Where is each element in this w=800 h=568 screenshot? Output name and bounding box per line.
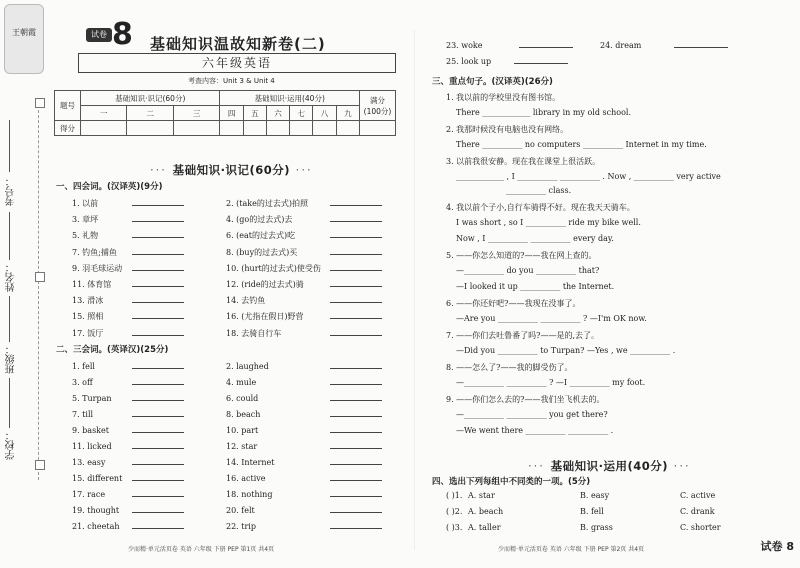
- choice-option[interactable]: A. taller: [468, 523, 501, 532]
- choice-option[interactable]: B. easy: [580, 491, 610, 500]
- vocab-item: [226, 263, 382, 274]
- choice-option[interactable]: A. beach: [468, 507, 504, 516]
- answer-blank[interactable]: [330, 393, 382, 401]
- part1-heading-text: 基础知识·识记(60分): [172, 163, 291, 177]
- score-cell[interactable]: [127, 121, 173, 136]
- vocab-item: [72, 295, 184, 306]
- footer-left: 少而精·单元活页卷 英语 六年级 下册 PEP 第1页 共4页: [128, 546, 275, 553]
- answer-blank[interactable]: [330, 489, 382, 497]
- vocab-item: [72, 247, 184, 258]
- vocab-item: [446, 56, 568, 66]
- vocab-word: 19. thought: [72, 506, 120, 515]
- vocab-word: 20. felt: [226, 506, 255, 515]
- vocab-item: [226, 214, 382, 225]
- heading-dots: ···: [668, 459, 691, 473]
- vocab-word: 16. active: [226, 474, 266, 483]
- vocab-item: [226, 473, 382, 483]
- vocab-word: 1. fell: [72, 362, 95, 371]
- vocab-word: 4. mule: [226, 378, 257, 387]
- answer-line[interactable]: —Did you __________ to Turpan? —Yes , we __________ .: [456, 346, 676, 355]
- numeral-cell: 六: [266, 106, 289, 121]
- answer-blank[interactable]: [674, 40, 728, 48]
- vocab-word: 25. look up: [446, 57, 492, 66]
- vocab-word: 11. 体育馆: [72, 280, 112, 289]
- vocab-item: [226, 361, 382, 371]
- exam-scope: 考查内容：Unit 3 & Unit 4: [188, 77, 275, 85]
- answer-blank[interactable]: [330, 198, 382, 206]
- choice-answer-slot[interactable]: ( )1.: [446, 491, 463, 500]
- vocab-item: [226, 521, 382, 531]
- answer-blank[interactable]: [330, 247, 382, 255]
- vocab-item: [226, 409, 382, 419]
- vocab-word: 15. 照相: [72, 312, 104, 322]
- vocab-item: [446, 40, 573, 50]
- choice-answer-slot[interactable]: ( )3.: [446, 523, 463, 532]
- choice-option[interactable]: C. shorter: [680, 523, 721, 532]
- vocab-word: 1. 以前: [72, 199, 99, 208]
- question-prompt: 1. 我以前的学校里没有图书馆。: [446, 93, 561, 102]
- page-corner-label: 试卷 8: [760, 540, 794, 553]
- answer-blank[interactable]: [330, 409, 382, 417]
- vocab-word: 10. (hurt的过去式)使受伤: [226, 263, 321, 273]
- answer-blank[interactable]: [330, 521, 382, 529]
- answer-blank[interactable]: [330, 214, 382, 222]
- vocab-word: 16. (尤指在假日)野营: [226, 312, 304, 322]
- answer-line[interactable]: —__________ do you __________ that?: [456, 266, 600, 275]
- vocab-item: [226, 457, 382, 467]
- answer-blank[interactable]: [132, 377, 184, 385]
- school-line[interactable]: [9, 378, 10, 428]
- vocab-item: [72, 489, 184, 499]
- vocab-word: 17. 饭厅: [72, 328, 104, 338]
- vocab-word: 2. (take的过去式)拍照: [226, 199, 308, 208]
- exam-number-line[interactable]: [9, 120, 10, 172]
- total-label: 满分: [370, 95, 385, 105]
- vocab-item: [226, 441, 382, 451]
- question-number-label: 题号: [55, 91, 81, 121]
- answer-blank[interactable]: [132, 505, 184, 513]
- vocab-item: [72, 198, 184, 209]
- answer-line[interactable]: There __________ no computers __________ Internet in my time.: [456, 140, 707, 149]
- vocab-word: 17. race: [72, 490, 106, 499]
- score-row-label: 得分: [55, 121, 81, 136]
- page-title: 基础知识温故知新卷(二): [150, 35, 326, 53]
- vocab-item: [226, 393, 382, 403]
- vocab-item: [72, 393, 184, 403]
- score-cell[interactable]: [81, 121, 127, 136]
- vocab-word: 13. easy: [72, 458, 106, 467]
- score-table: [54, 90, 396, 136]
- question-prompt: 5. ——你怎么知道的?——我在网上查的。: [446, 251, 597, 260]
- numeral-cell: 九: [336, 106, 359, 121]
- exam-number-label: 考号：: [6, 176, 17, 206]
- answer-line[interactable]: I was short , so I __________ ride my bike well.: [456, 218, 641, 227]
- choice-option[interactable]: C. drank: [680, 507, 715, 516]
- numeral-cell: 一: [81, 106, 127, 121]
- part2-heading: [528, 458, 691, 474]
- group-recall-label: 基础知识·识记(60分): [81, 91, 220, 106]
- answer-line: 7. ——你们去吐鲁番了吗?——是的,去了。: [446, 331, 600, 340]
- score-cell[interactable]: [313, 121, 336, 136]
- page-divider: [414, 30, 415, 550]
- section2-title: 二、三会词。(英译汉)(25分): [56, 345, 169, 355]
- answer-blank[interactable]: [330, 279, 382, 287]
- answer-line: 4. 我以前个子小,自行车骑得不好。现在我天天骑车。: [446, 203, 635, 212]
- section3-title: 三、重点句子。(汉译英)(26分): [432, 77, 553, 87]
- vocab-item: [72, 425, 184, 435]
- choice-answer-slot[interactable]: ( )2.: [446, 507, 463, 516]
- vocab-item: [72, 263, 184, 274]
- vocab-item: [226, 295, 382, 306]
- vocab-word: 18. nothing: [226, 490, 273, 499]
- page-subtitle: 六年级英语: [78, 53, 396, 73]
- answer-blank[interactable]: [330, 377, 382, 385]
- score-cell[interactable]: [220, 121, 243, 136]
- class-line[interactable]: [9, 296, 10, 342]
- numeral-cell: 三: [173, 106, 220, 121]
- vocab-word: 12. star: [226, 442, 258, 451]
- answer-blank[interactable]: [132, 214, 184, 222]
- binding-hole: [35, 460, 45, 470]
- vocab-item: [226, 425, 382, 435]
- numeral-cell: 七: [290, 106, 313, 121]
- answer-line: 6. ——你还好吧?——我现在没事了。: [446, 299, 581, 308]
- vocab-word: 6. (eat的过去式)吃: [226, 231, 296, 241]
- school-label: 学校：: [6, 430, 17, 460]
- vocab-word: 14. 去钓鱼: [226, 296, 266, 306]
- score-cell[interactable]: [266, 121, 289, 136]
- answer-line[interactable]: Now , I __________ __________ every day.: [456, 234, 614, 243]
- exam-badge: 试卷: [86, 28, 112, 42]
- answer-blank[interactable]: [132, 409, 184, 417]
- vocab-item: [226, 505, 382, 515]
- score-cell[interactable]: [290, 121, 313, 136]
- answer-blank[interactable]: [330, 328, 382, 336]
- answer-blank[interactable]: [132, 295, 184, 303]
- section1-title: 一、四会词。(汉译英)(9分): [56, 182, 163, 192]
- vocab-item: [72, 279, 184, 290]
- answer-blank[interactable]: [330, 311, 382, 319]
- answer-line: 9. ——你们怎么去的?——我们坐飞机去的。: [446, 395, 605, 404]
- vocab-word: 5. 礼物: [72, 231, 99, 241]
- numeral-cell: 四: [220, 106, 243, 121]
- answer-line[interactable]: —I looked it up __________ the Internet.: [456, 282, 615, 291]
- vocab-word: 13. 滑冰: [72, 296, 104, 306]
- vocab-item: [600, 40, 728, 50]
- answer-line: 8. ——怎么了?——我的脚受伤了。: [446, 363, 573, 372]
- answer-blank[interactable]: [132, 521, 184, 529]
- vocab-item: [72, 377, 184, 387]
- answer-blank[interactable]: [132, 489, 184, 497]
- vocab-word: 10. part: [226, 426, 259, 435]
- part1-heading: [150, 162, 313, 178]
- vocab-item: [226, 198, 382, 209]
- vocab-word: 23. woke: [446, 41, 483, 50]
- total-score-header: [360, 91, 396, 121]
- answer-blank[interactable]: [519, 40, 573, 48]
- vocab-item: [72, 328, 184, 339]
- answer-line[interactable]: —__________ __________ ? —I __________ my foot.: [456, 378, 646, 387]
- answer-line[interactable]: —Are you __________ __________ ? —I'm OK now.: [456, 314, 647, 323]
- answer-blank[interactable]: [330, 505, 382, 513]
- vocab-item: [226, 377, 382, 387]
- class-label: 班级：: [6, 344, 17, 374]
- vocab-item: [72, 457, 184, 467]
- answer-blank[interactable]: [330, 457, 382, 465]
- vocab-item: [72, 311, 184, 322]
- question-prompt: 2. 我那时候没有电脑也没有网络。: [446, 125, 569, 134]
- score-cell[interactable]: [243, 121, 266, 136]
- score-cell[interactable]: [360, 121, 396, 136]
- vocab-word: 14. Internet: [226, 458, 275, 467]
- vocab-item: [72, 214, 184, 225]
- vocab-item: [226, 230, 382, 241]
- group-apply-label: 基础知识·运用(40分): [220, 91, 360, 106]
- part2-heading-text: 基础知识·运用(40分): [550, 459, 669, 473]
- answer-blank[interactable]: [132, 311, 184, 319]
- answer-blank[interactable]: [132, 247, 184, 255]
- vocab-item: [72, 441, 184, 451]
- vocab-word: 18. 去骑自行车: [226, 328, 282, 338]
- answer-blank[interactable]: [132, 425, 184, 433]
- vocab-item: [226, 489, 382, 499]
- answer-blank[interactable]: [330, 441, 382, 449]
- answer-blank[interactable]: [132, 457, 184, 465]
- answer-blank[interactable]: [132, 393, 184, 401]
- vocab-word: 4. (go的过去式)去: [226, 215, 293, 225]
- answer-blank[interactable]: [132, 328, 184, 336]
- binding-strip: [0, 0, 48, 568]
- vocab-word: 12. (ride的过去式)骑: [226, 280, 304, 289]
- vocab-item: [72, 361, 184, 371]
- answer-blank[interactable]: [514, 56, 568, 64]
- vocab-item: [72, 521, 184, 531]
- question-prompt: 3. 以前我很安静。现在我在课堂上很活跃。: [446, 157, 601, 166]
- vocab-word: 8. (buy的过去式)买: [226, 247, 298, 257]
- vocab-item: [226, 247, 382, 258]
- answer-blank[interactable]: [330, 425, 382, 433]
- answer-blank[interactable]: [330, 230, 382, 238]
- vocab-word: 7. 钓鱼;捕鱼: [72, 247, 117, 257]
- vocab-item: [72, 473, 184, 483]
- footer-right: 少而精·单元活页卷 英语 六年级 下册 PEP 第2页 共4页: [498, 546, 645, 553]
- heading-dots: ···: [290, 163, 313, 177]
- name-label: 姓名：: [6, 262, 17, 292]
- vocab-item: [72, 505, 184, 515]
- answer-line[interactable]: —We went there __________ __________ .: [456, 426, 614, 435]
- heading-dots: ···: [528, 459, 551, 473]
- binding-hole: [35, 98, 45, 108]
- vocab-word: 5. Turpan: [72, 394, 112, 403]
- vocab-word: 21. cheetah: [72, 522, 120, 531]
- vocab-item: [72, 409, 184, 419]
- vocab-word: 11. licked: [72, 442, 112, 451]
- answer-line[interactable]: ____________ , I __________ __________ . Now , __________ very active: [456, 172, 721, 181]
- numeral-cell: 五: [243, 106, 266, 121]
- vocab-word: 3. off: [72, 378, 93, 387]
- choice-option[interactable]: C. active: [680, 491, 716, 500]
- name-line[interactable]: [9, 212, 10, 260]
- answer-line[interactable]: There ____________ library in my old school.: [456, 108, 631, 117]
- score-cell[interactable]: [173, 121, 220, 136]
- answer-line[interactable]: —__________ __________ you get there?: [456, 410, 608, 419]
- vocab-word: 9. 羽毛球运动: [72, 263, 123, 273]
- answer-blank[interactable]: [330, 473, 382, 481]
- choice-option[interactable]: A. star: [468, 491, 495, 500]
- vocab-item: [226, 279, 382, 290]
- logo: [4, 4, 44, 74]
- answer-blank[interactable]: [132, 230, 184, 238]
- total-value: (100分): [363, 106, 392, 116]
- section4-title: 四、选出下列每组中不同类的一项。(5分): [432, 477, 591, 487]
- vocab-word: 9. basket: [72, 426, 109, 435]
- vocab-word: 6. could: [226, 394, 259, 403]
- numeral-cell: 二: [127, 106, 173, 121]
- answer-line[interactable]: __________ class.: [506, 186, 572, 195]
- vocab-word: 24. dream: [600, 41, 642, 50]
- vocab-word: 7. till: [72, 410, 94, 419]
- answer-blank[interactable]: [132, 441, 184, 449]
- score-cell[interactable]: [336, 121, 359, 136]
- answer-blank[interactable]: [132, 361, 184, 369]
- binding-hole: [35, 272, 45, 282]
- exam-number: 8: [112, 17, 133, 52]
- vocab-word: 8. beach: [226, 410, 261, 419]
- vocab-word: 22. trip: [226, 522, 256, 531]
- heading-dots: ···: [150, 163, 173, 177]
- logo-text: 王朝霞: [12, 28, 36, 37]
- vocab-item: [72, 230, 184, 241]
- vocab-item: [226, 311, 382, 322]
- answer-blank[interactable]: [132, 279, 184, 287]
- answer-blank[interactable]: [132, 198, 184, 206]
- answer-blank[interactable]: [132, 473, 184, 481]
- vocab-item: [226, 328, 382, 339]
- answer-blank[interactable]: [132, 263, 184, 271]
- answer-blank[interactable]: [330, 295, 382, 303]
- choice-option[interactable]: B. fell: [580, 507, 604, 516]
- answer-blank[interactable]: [330, 361, 382, 369]
- vocab-word: 15. different: [72, 474, 123, 483]
- choice-option[interactable]: B. grass: [580, 523, 613, 532]
- numeral-cell: 八: [313, 106, 336, 121]
- vocab-word: 3. 章坪: [72, 215, 99, 225]
- answer-blank[interactable]: [330, 263, 382, 271]
- cut-line: [38, 100, 39, 480]
- vocab-word: 2. laughed: [226, 362, 269, 371]
